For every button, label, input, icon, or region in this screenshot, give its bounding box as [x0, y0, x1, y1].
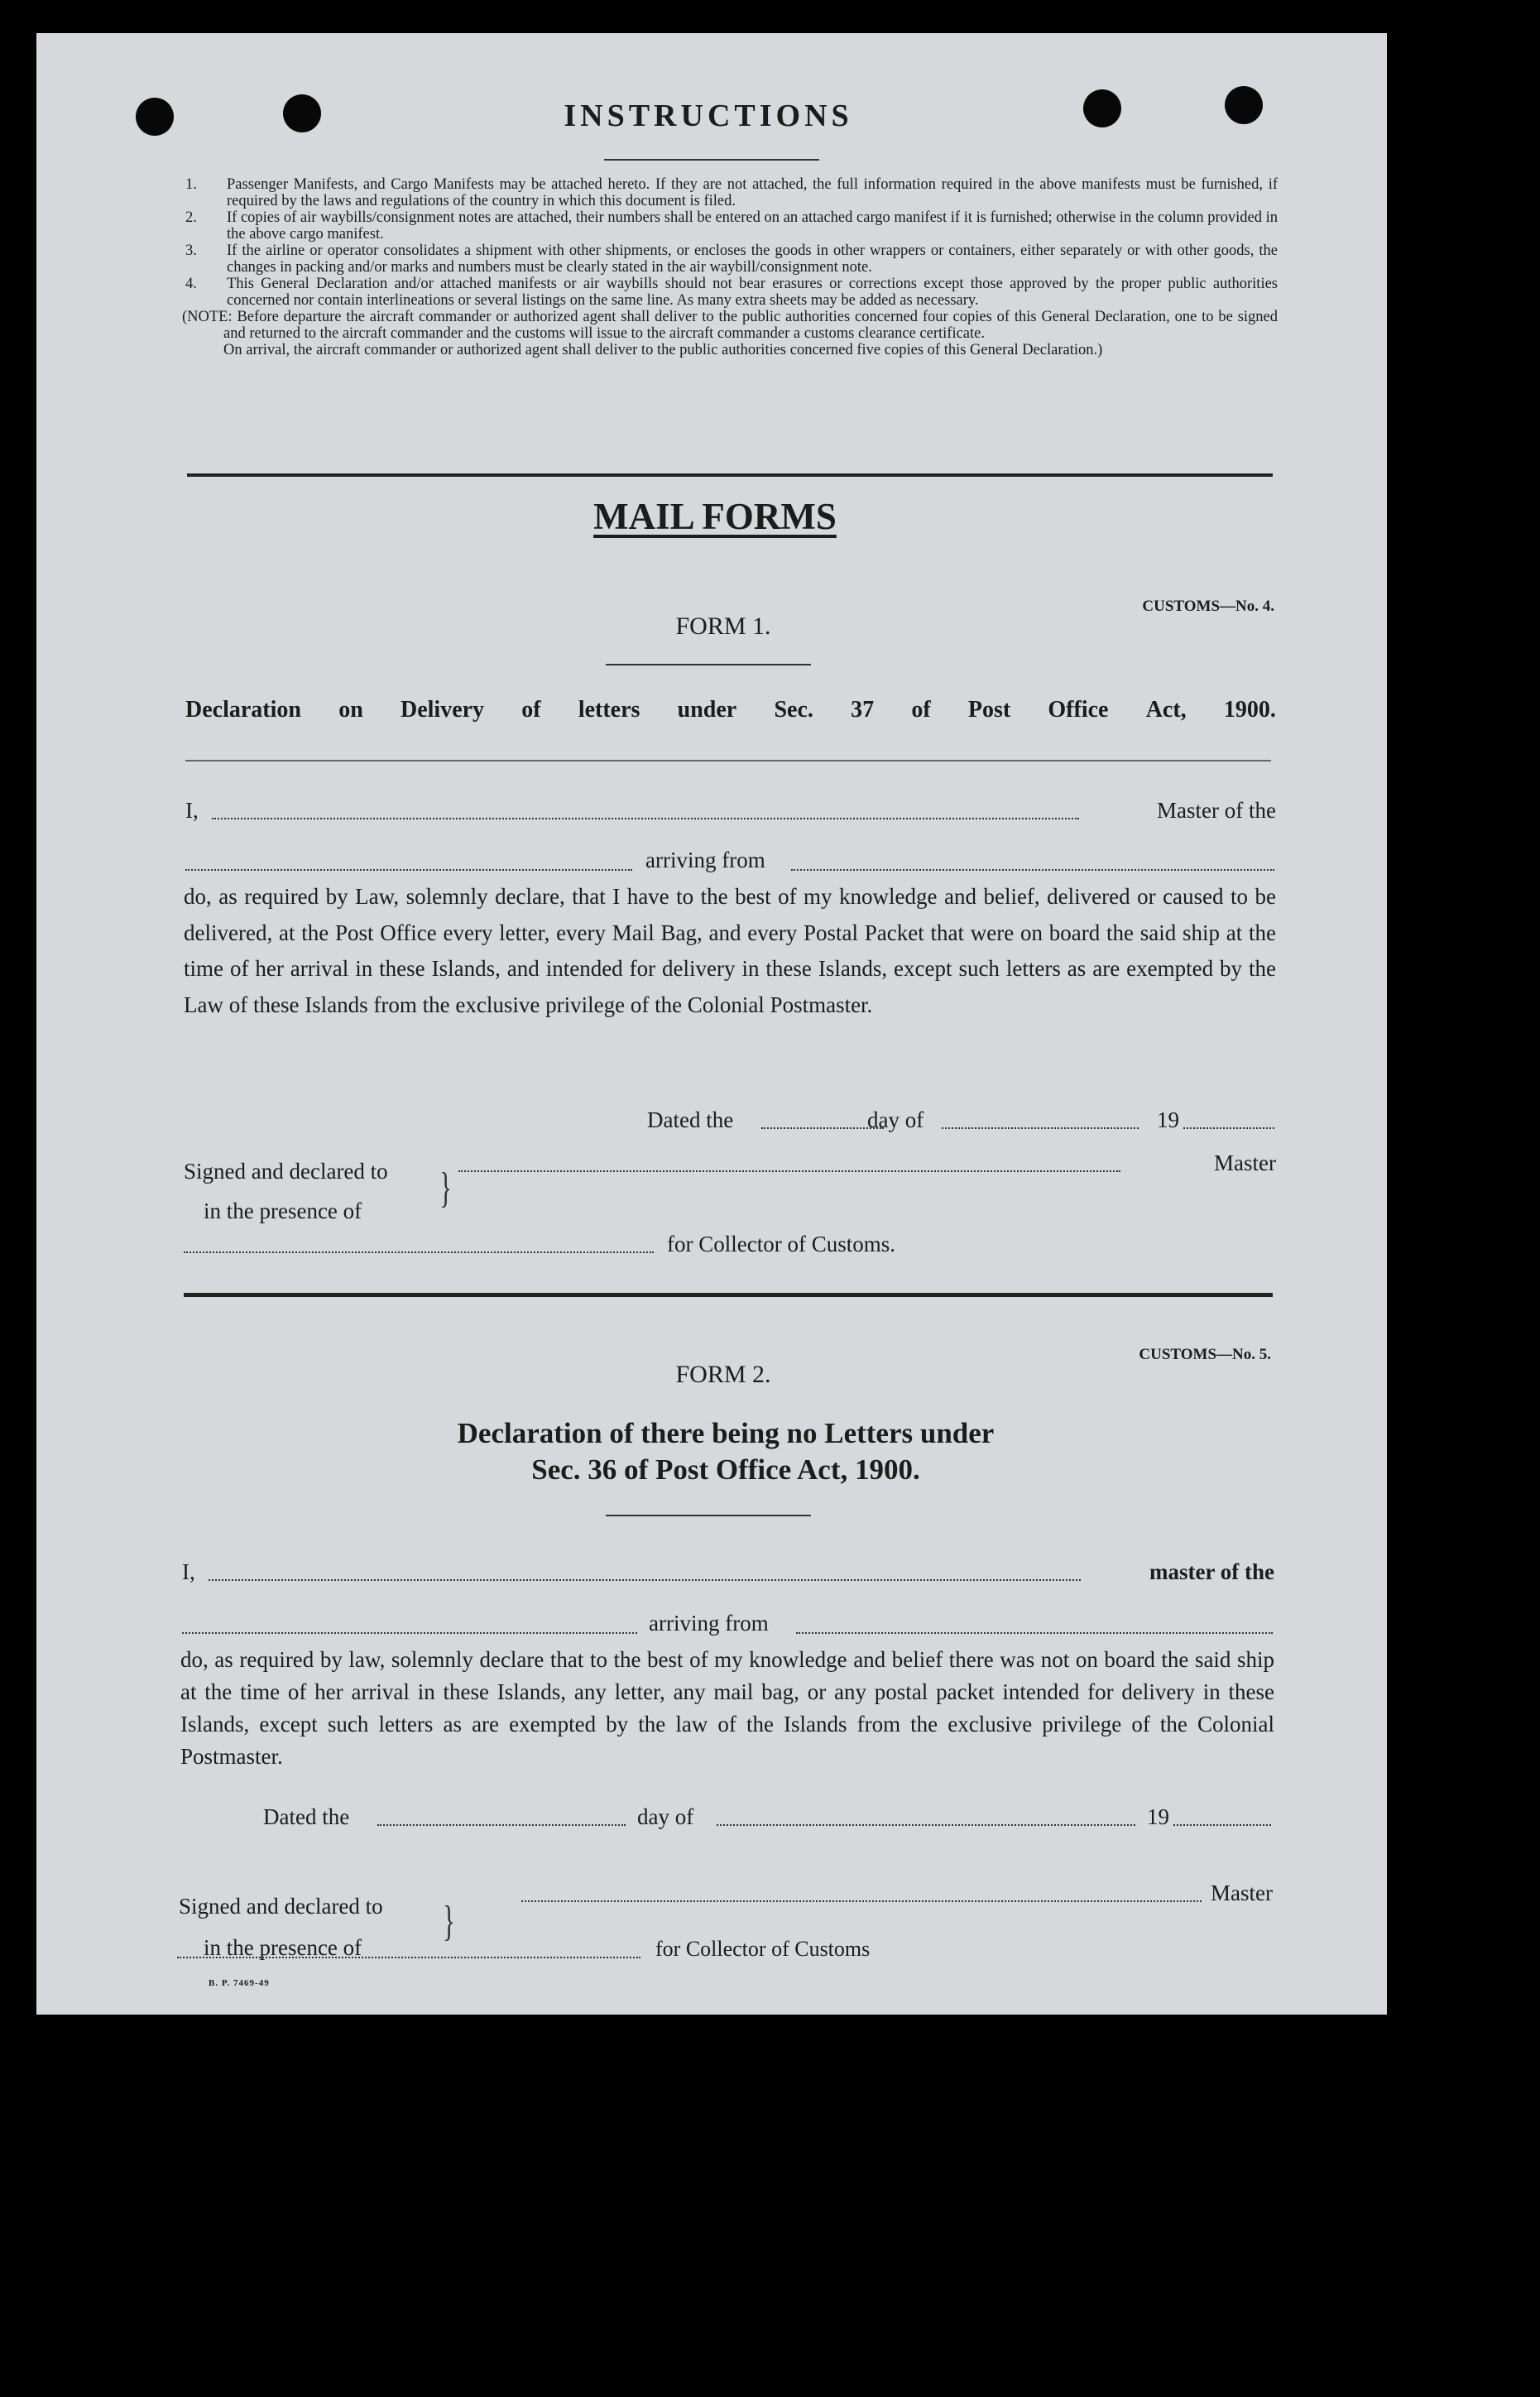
arriving-from-label: arriving from — [649, 1611, 769, 1636]
heading-word: on — [338, 697, 363, 723]
customs-reference: CUSTOMS—No. 4. — [1142, 598, 1274, 615]
day-of-label: day of — [637, 1804, 694, 1829]
instructions-title: INSTRUCTIONS — [564, 98, 853, 133]
date-year-field[interactable] — [1173, 1824, 1271, 1826]
collector-signature-field[interactable] — [177, 1957, 640, 1958]
brace-icon: } — [439, 1165, 452, 1212]
instruction-note: (NOTE: Before departure the aircraft commander or authorized agent shall deliver to the public authorities concerned four copies of this General Declaration, one to be signed and returned to the aircraft commander and the customs will issue to the aircraft commander a customs clearance certificate. On arrival, the aircraft commander or authorized agent shall deliver to the public authorities concerned five copies of this General Declaration.) — [182, 309, 1278, 358]
declaration-body: do, as required by Law, solemnly declare, that I have to the best of my knowledge and belief, delivered or caused to be delivered, at the Post Office every letter, every Mail Bag, and every Postal Packet that were on board the said ship at the time of her arrival in these Islands, and intended for delivery in these Islands, except such letters as are exempted by the Law of these Islands from the exclusive privilege of the Colonial Postmaster. — [184, 884, 1276, 1017]
heading-word: of — [911, 697, 931, 723]
form-title: FORM 1. — [675, 612, 771, 640]
heading-word: Office — [1048, 697, 1109, 723]
declarant-name-field[interactable] — [212, 818, 1079, 819]
declaration-body: do, as required by law, solemnly declare that to the best of my knowledge and belief there was not on board the said ship at the time of her arrival in these Islands, any letter, any mail bag, or any postal packet intended for delivery in these Islands, except such letters as are exempted by the law of the Islands from the exclusive privilege of the Colonial Postmaster. — [180, 1647, 1274, 1769]
collector-signature-field[interactable] — [184, 1251, 654, 1253]
heading-word: Delivery — [400, 697, 485, 723]
arriving-from-label: arriving from — [645, 848, 765, 872]
heading-word: of — [521, 697, 541, 723]
dated-the-label: Dated the — [647, 1107, 734, 1132]
print-code: B. P. 7469-49 — [209, 1978, 270, 1988]
heading-word: Act, — [1145, 697, 1187, 723]
document-page — [36, 33, 1387, 2015]
instructions-list — [182, 176, 1278, 358]
title-underline — [606, 1515, 811, 1516]
heading-word: under — [677, 697, 737, 723]
punch-hole — [1083, 89, 1121, 127]
date-day-field[interactable] — [377, 1824, 626, 1826]
instruction-item: 4. This General Declaration and/or attached manifests or air waybills should not bear erasures or corrections except those approved by the proper public authorities concerned nor contain interlineations or several listings on the same line. As many extra sheets may be added as necessary. — [185, 276, 1278, 309]
form-title: FORM 2. — [675, 1361, 771, 1388]
divider — [185, 760, 1271, 761]
master-label: Master — [1211, 1881, 1273, 1905]
master-label: Master — [1214, 1150, 1276, 1175]
ship-name-field[interactable] — [182, 1632, 637, 1634]
master-of-the-label: Master of the — [1157, 798, 1276, 823]
section-divider — [184, 1293, 1273, 1297]
arriving-from-field[interactable] — [791, 869, 1274, 871]
punch-hole — [1225, 86, 1263, 124]
dated-the-label: Dated the — [263, 1804, 350, 1829]
instruction-item: 1. Passenger Manifests, and Cargo Manifests may be attached hereto. If they are not attached, the full information required in the above manifests must be furnished, if required by the laws and regulations of the country in which this document is filed. — [185, 176, 1278, 209]
presence-of-label: in the presence of — [204, 1198, 362, 1223]
form-heading-line1: Declaration of there being no Letters under — [457, 1417, 995, 1449]
collector-label: for Collector of Customs — [655, 1937, 871, 1961]
year-prefix: 19 — [1157, 1107, 1179, 1132]
declarant-name-field[interactable] — [209, 1579, 1081, 1581]
arriving-from-field[interactable] — [796, 1632, 1273, 1634]
signed-declared-label: Signed and declared to — [179, 1894, 383, 1919]
day-of-label: day of — [867, 1107, 924, 1132]
brace-icon: } — [442, 1898, 455, 1945]
ship-name-field[interactable] — [185, 869, 632, 871]
title-underline — [606, 664, 811, 665]
date-day-field[interactable] — [761, 1127, 884, 1129]
instruction-item: 2. If copies of air waybills/consignment notes are attached, their numbers shall be entered on an attached cargo manifest if it is furnished; otherwise in the column provided in the above cargo manifest. — [185, 209, 1278, 243]
form-heading — [185, 697, 1276, 723]
date-month-field[interactable] — [942, 1127, 1139, 1129]
form-heading-line2: Sec. 36 of Post Office Act, 1900. — [531, 1453, 920, 1486]
heading-word: Declaration — [185, 697, 301, 723]
heading-word: 1900. — [1223, 697, 1276, 723]
declarant-label: I, — [185, 798, 199, 823]
instruction-item: 3. If the airline or operator consolidates a shipment with other shipments, or encloses the goods in other wrappers or containers, either separately or with other goods, the changes in packing and/or marks and numbers must be clearly stated in the air waybill/consignment note. — [185, 243, 1278, 276]
collector-label: for Collector of Customs. — [667, 1232, 895, 1256]
section-divider — [187, 473, 1273, 477]
heading-word: letters — [578, 697, 640, 723]
customs-reference: CUSTOMS—No. 5. — [1139, 1346, 1271, 1363]
date-month-field[interactable] — [717, 1824, 1135, 1826]
signed-declared-label: Signed and declared to — [184, 1159, 388, 1184]
punch-hole — [283, 94, 321, 132]
title-underline — [604, 159, 819, 161]
year-prefix: 19 — [1147, 1804, 1169, 1829]
heading-word: Sec. — [774, 697, 813, 723]
declarant-label: I, — [182, 1559, 195, 1584]
mail-forms-title: MAIL FORMS — [593, 496, 837, 537]
master-of-the-label: master of the — [1149, 1559, 1274, 1584]
heading-word: Post — [967, 697, 1011, 723]
date-year-field[interactable] — [1183, 1127, 1274, 1129]
master-signature-field[interactable] — [458, 1170, 1120, 1172]
presence-of-label: in the presence of — [204, 1935, 362, 1960]
master-signature-field[interactable] — [521, 1900, 1202, 1902]
punch-hole — [136, 98, 174, 136]
heading-word: 37 — [851, 697, 875, 723]
